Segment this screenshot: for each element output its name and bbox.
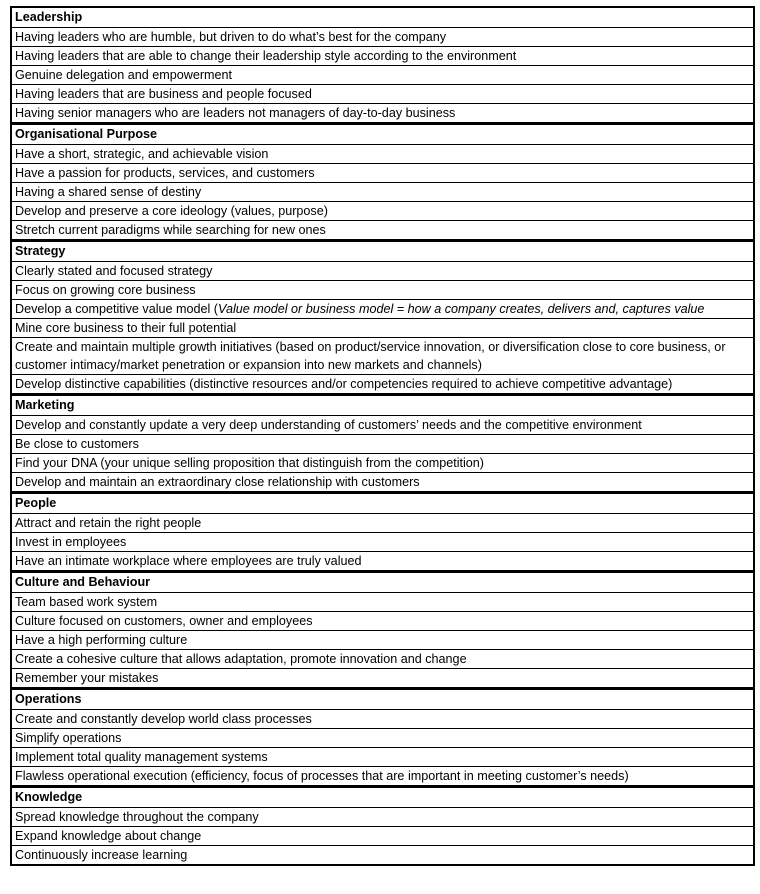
row-text: Expand knowledge about change bbox=[15, 829, 202, 843]
section-leadership bbox=[12, 8, 753, 122]
row-text: Having a shared sense of destiny bbox=[15, 185, 202, 199]
table-row bbox=[12, 374, 753, 393]
table-row bbox=[12, 27, 753, 46]
table-row bbox=[12, 532, 753, 551]
table-row bbox=[12, 611, 753, 630]
row-text: Have a passion for products, services, and customers bbox=[15, 166, 315, 180]
table-row bbox=[12, 261, 753, 280]
row-text: Have a high performing culture bbox=[15, 633, 188, 647]
table-row bbox=[12, 299, 753, 318]
section-header: Operations bbox=[12, 687, 753, 709]
table-row bbox=[12, 668, 753, 687]
table-row bbox=[12, 709, 753, 728]
table-row bbox=[12, 826, 753, 845]
row-text: Flawless operational execution (efficiency, focus of processes that are important in meeting customer’s needs) bbox=[15, 769, 629, 783]
row-text: Mine core business to their full potential bbox=[15, 321, 237, 335]
section-operations bbox=[12, 687, 753, 785]
section-header: Knowledge bbox=[12, 785, 753, 807]
table-row bbox=[12, 415, 753, 434]
row-text: Culture focused on customers, owner and employees bbox=[15, 614, 313, 628]
section-header: People bbox=[12, 491, 753, 513]
table-row bbox=[12, 220, 753, 239]
row-text: Team based work system bbox=[15, 595, 158, 609]
row-text: Develop and preserve a core ideology (values, purpose) bbox=[15, 204, 328, 218]
table-row bbox=[12, 845, 753, 864]
row-text: Develop and constantly update a very deep understanding of customers’ needs and the competitive environment bbox=[15, 418, 642, 432]
row-text: Genuine delegation and empowerment bbox=[15, 68, 233, 82]
row-text: Develop distinctive capabilities (distinctive resources and/or competencies required to achieve competitive advantage) bbox=[15, 377, 673, 391]
row-text: Clearly stated and focused strategy bbox=[15, 264, 213, 278]
table-row bbox=[12, 201, 753, 220]
row-text: Continuously increase learning bbox=[15, 848, 188, 862]
row-text: Focus on growing core business bbox=[15, 283, 196, 297]
table-row bbox=[12, 103, 753, 122]
table-row bbox=[12, 728, 753, 747]
table-row bbox=[12, 318, 753, 337]
table-row bbox=[12, 513, 753, 532]
section-header: Organisational Purpose bbox=[12, 122, 753, 144]
table-row bbox=[12, 46, 753, 65]
row-text: Be close to customers bbox=[15, 437, 139, 451]
row-text: Having leaders who are humble, but driven to do what’s best for the company bbox=[15, 30, 446, 44]
table-row bbox=[12, 766, 753, 785]
row-text: Create a cohesive culture that allows adaptation, promote innovation and change bbox=[15, 652, 467, 666]
row-text: Having leaders that are business and people focused bbox=[15, 87, 312, 101]
section-header: Culture and Behaviour bbox=[12, 570, 753, 592]
section-header: Strategy bbox=[12, 239, 753, 261]
row-text: Have a short, strategic, and achievable vision bbox=[15, 147, 269, 161]
row-text: Find your DNA (your unique selling proposition that distinguish from the competition) bbox=[15, 456, 485, 470]
row-text: Simplify operations bbox=[15, 731, 122, 745]
table-row bbox=[12, 434, 753, 453]
table-row bbox=[12, 747, 753, 766]
row-text: Stretch current paradigms while searching for new ones bbox=[15, 223, 326, 237]
table-row bbox=[12, 630, 753, 649]
section-marketing bbox=[12, 393, 753, 491]
row-text: Have an intimate workplace where employees are truly valued bbox=[15, 554, 362, 568]
section-people bbox=[12, 491, 753, 570]
row-text: Create and constantly develop world class processes bbox=[15, 712, 312, 726]
section-culture-and-behaviour bbox=[12, 570, 753, 687]
section-strategy bbox=[12, 239, 753, 393]
table-row bbox=[12, 65, 753, 84]
row-text: Remember your mistakes bbox=[15, 671, 159, 685]
section-header: Leadership bbox=[15, 10, 83, 24]
table-row bbox=[12, 144, 753, 163]
table-row bbox=[12, 472, 753, 491]
row-italic-text: Value model or business model = how a company creates, delivers and, captures value bbox=[218, 302, 705, 316]
section-header: Marketing bbox=[12, 393, 753, 415]
success-factors-table bbox=[10, 6, 755, 866]
table-row bbox=[12, 182, 753, 201]
table-row bbox=[12, 337, 753, 374]
row-text: Attract and retain the right people bbox=[15, 516, 202, 530]
row-text: Spread knowledge throughout the company bbox=[15, 810, 259, 824]
row-text: Invest in employees bbox=[15, 535, 127, 549]
table-row bbox=[12, 649, 753, 668]
table-row bbox=[12, 163, 753, 182]
row-text: Implement total quality management systems bbox=[15, 750, 268, 764]
row-text: Having leaders that are able to change their leadership style according to the environment bbox=[15, 49, 517, 63]
row-text: Create and maintain multiple growth initiatives (based on product/service innovation, or diversification close to core business, or customer intimacy/market penetration or expansion into new markets and channels) bbox=[15, 340, 726, 372]
table-row bbox=[12, 453, 753, 472]
row-text: Having senior managers who are leaders not managers of day-to-day business bbox=[15, 106, 456, 120]
section-knowledge bbox=[12, 785, 753, 864]
table-row bbox=[12, 280, 753, 299]
table-row bbox=[12, 807, 753, 826]
row-text: Develop and maintain an extraordinary close relationship with customers bbox=[15, 475, 420, 489]
table-row bbox=[12, 592, 753, 611]
table-row bbox=[12, 551, 753, 570]
table-row bbox=[12, 84, 753, 103]
section-organisational-purpose bbox=[12, 122, 753, 239]
row-text: Develop a competitive value model ( bbox=[15, 302, 219, 316]
